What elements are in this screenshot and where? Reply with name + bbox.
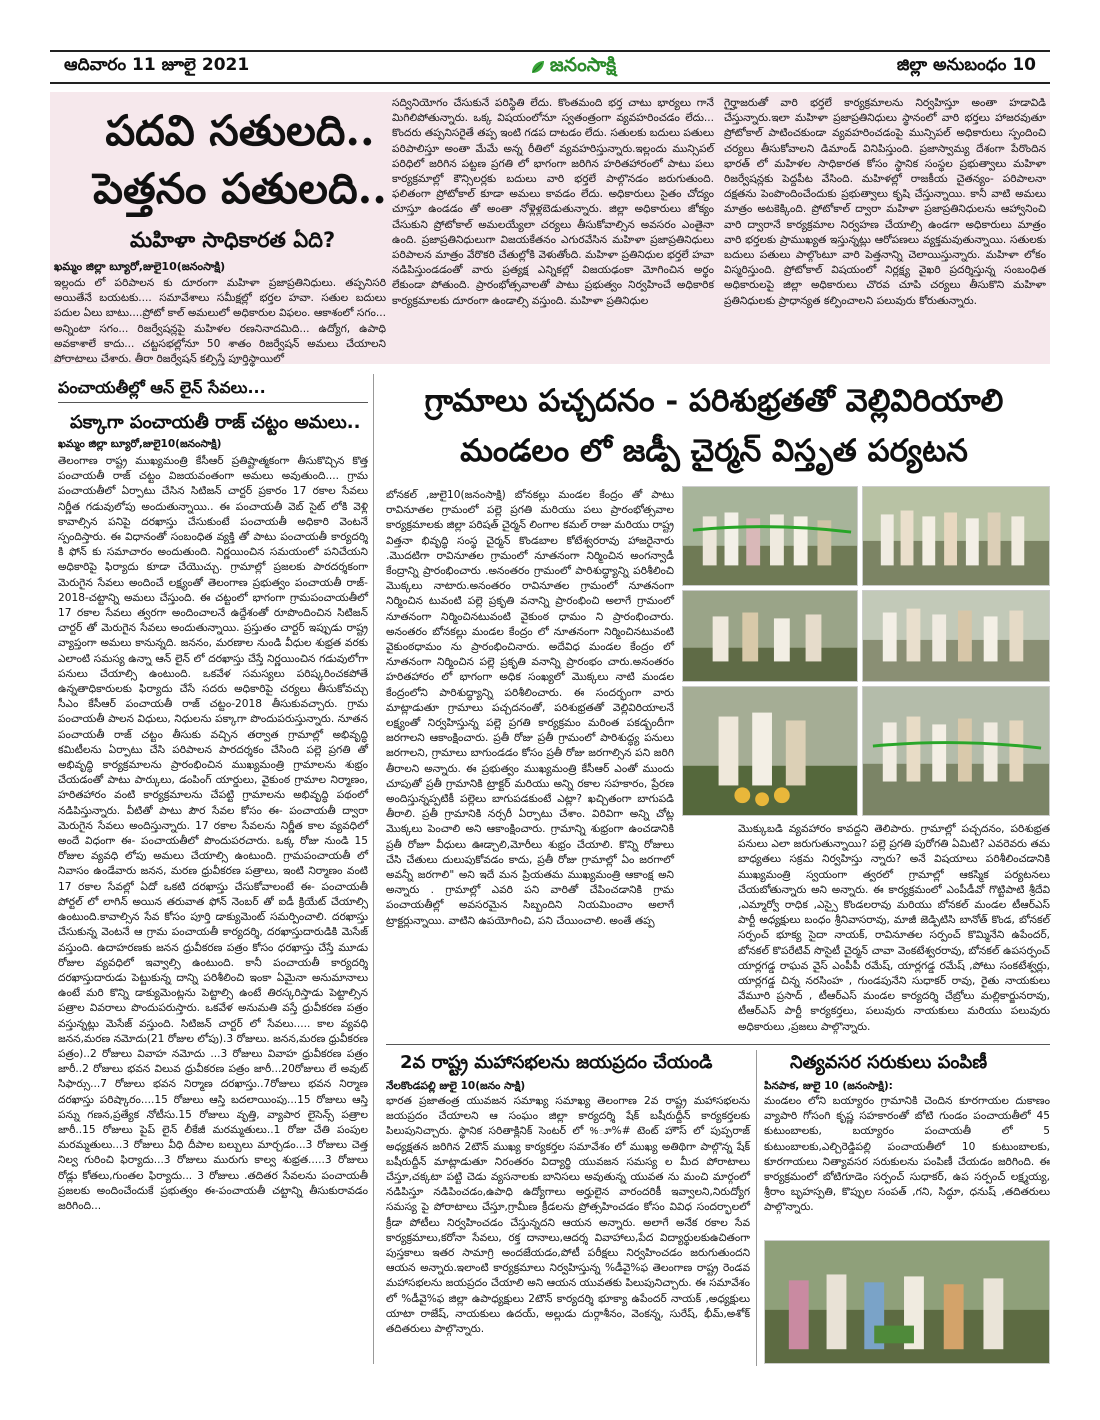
- top-story-headline: [90, 102, 390, 218]
- event-photo: [862, 590, 1050, 682]
- divider: [58, 402, 368, 403]
- main-story-column-left: బోనకల్ ,జులై10(జనంసాక్షి) బోనకల్లు మండల కేంద్రం తో పాటు రావినూతల గ్రామంలో పల్లె ప్రగతి మరియు పలు ప్రారంభోత్సవాల కార్యక్రమాలకు జిల్లా పరిషత్ చైర్మన్ లింగాల కమల్ రాజు మరియు రాష్ట్ర విత్తనా భివృద్ధి సంస్థ చైర్మన్ కొండబాల కోటేశ్వరరావు హాజరైనారు .మొదటిగా రావినూతల గ్రామంలో నూతనంగా నిర్మించిన అంగన్వాడీ కేంద్రాన్ని ప్రారంభించారు .అనంతరం గ్రామంలో పారిశుద్ధ్యాన్ని పరిశీలించి మొక్కలు నాటారు.అనంతరం రావినూతల గ్రామంలో నూతనంగా నిర్మించిన టువంటి పల్లె ప్రకృతి వనాన్ని ప్రారంభించి అలాగే గ్రామంలో నూతనంగా నిర్మించినటువంటి వైకుంఠ ధామం ని ప్రారంభించారు. అనంతరం బోనకల్లు మండల కేంద్రం లో నూతనంగా నిర్మించినటువంటి వైకుంఠధామం ను ప్రారంభించినారు. అదేవిధ మండల కేంద్రం లో నూతనంగా నిర్మించిన పల్లె ప్రకృతి వనాన్ని ప్రారంభం చారు.అనంతరం హరితహారం లో భాగంగా అధిక సంఖ్యలో మొక్కలు నాటి మండల కేంద్రంలోని పారిశుద్ధ్యాన్ని పరిశీలించారు. ఈ సందర్భంగా వారు మాట్లాడుతూ గ్రామాలు పచ్చదనంతో, పరిశుభ్రతతో వెల్లివిరియాలనే లక్ష్యంతో నిర్వహిస్తున్న పల్లె ప్రగతి కార్యక్రమం మరింత పకడ్బందీగా జరగాలని ఆకాంక్షించారు. ప్రతీ రోజు ప్రతీ గ్రామంలో పారిశుద్ధ్య పనులు జరగాలని, గ్రామాలు బాగుండడం కోసం ప్రతీ రోజు జరగాల్సిన పని జరిగి తీరాలని అన్నారు. ఈ ప్రభుత్వం ముఖ్యమంత్రి కేసీఆర్ ఎంతో ముందు చూపుతో ప్రతీ గ్రామానికి ట్రాక్టర్ మరియు అన్ని రకాల సహకారం, ప్రేరణ అందిస్తున్నప్పటికీ పల్లెలు బాగుపడకుంటే ఎట్లా? ఖచ్చితంగా బాగుపడి తీరాలి. ప్రతీ గ్రామానికి నర్సరీ ఏర్పాటు చేశాం. విరివిగా అన్ని చోట్ల మొక్కలు పెంచాలి అని ఆకాంక్షించారు. గ్రామాన్ని శుభ్రంగా ఉంచడానికి ప్రతీ రోజూ వీధులు ఊడ్చాలి,మోరీలు శుభ్రం చేయాలి. కొన్ని రోజులు చేసి చేతులు దులుపుకోవడం కాదు, ప్రతీ రోజు గ్రామాల్లో ఏం జరగాలో అవన్నీ జరగాలి" అని ఇదే మన ప్రియతమ ముఖ్యమంత్రి ఆకాంక్ష అని అన్నారు . గ్రామాల్లో ఎవరి పని వారితో చేపించడానికి గ్రామ పంచాయతీల్లో అవసరమైన సిబ్బందిని నియమించాం అలాగే ట్రాక్టర్లున్నాయి. వాటిని ఉపయోగించి, పని చేయించాలి. అంతే తప్ప: [386, 489, 674, 927]
- newspaper-logo: [530, 54, 616, 81]
- leaf-icon: [530, 59, 546, 75]
- divider: [386, 1044, 1050, 1045]
- top-story-column-1: ఇల్లందు లో పరిపాలన కు దూరంగా మహిళా ప్రజాప్రతినిధులు. తప్పనిసరి అయితేనే బయటకు.... సమావేశాలు సమీక్షల్లో భర్తల హవా. సతుల బదులు పదుల ఏలు బాటు....ప్రోటో కాల్ అమలులో అధికారుల విఫలం. ఆకాశంలో సగం... అన్నింటా సగం... రిజర్వేషన్లపై మహిళల రణనినాదమిది... ఉద్యోగ, ఉపాధి అవకాశాలే కాదు... చట్టసభల్లోనూ 50 శాతం రిజర్వేషన్ అమలు చేయాలని పోరాటాలు చేశారు. తీరా రిజర్వేషన్ కల్పిస్తే పూర్తిస్థాయిలో: [54, 277, 386, 366]
- main-story-column-left-cont: [386, 822, 730, 1040]
- mahasabha-byline: నేలకొండపల్లి జులై 10(జనం సాక్షి): [386, 1080, 526, 1092]
- column-divider: [373, 374, 374, 1364]
- headline-line: గ్రామాలు పచ్చదనం - పరిశుభ్రతతో వెల్లివిరియాలి: [424, 383, 1004, 419]
- distribution-photo: [764, 1240, 1050, 1364]
- top-story-column-3: గైర్హాజరుతో వారి భర్తలే కార్యక్రమాలను నిర్వహిస్తూ అంతా హడావిడి చేస్తున్నారు.ఇలా మహిళా ప్రజాప్రతినిధులు స్థానంలో వారి భర్తలు హాజరవుతూ ప్రోటోకాల్ పాటించకుండా వ్యవహరించడంపై మున్సిపల్ అధికారులు స్పందించి చర్యలు తీసుకోవాలని డిమాండ్ వినిపిస్తుంది. ప్రజాస్వామ్య దేశంగా పేరొందిన భారత్ లో మహిళల సాధికారత కోసం స్థానిక సంస్థల ప్రభుత్వాలు మహిళా రిజర్వేషన్లకు పెద్దపీట వేసింది. మహిళల్లో రాజకీయ చైతన్యం- పరిపాలనా దక్షతను పెంపొందించేందుకు ప్రభుత్వాలు కృషి చేస్తున్నాయి. కానీ వాటి అమలు మాత్రం అటకెక్కింది. ప్రోటోకాల్ ద్వారా మహిళా ప్రజాప్రతినిధులను ఆహ్వానించి వారి ద్వారానే కార్యక్రమాల నిర్వహణ చేయాల్సి ఉండగా అధికారులు మాత్రం వారి భర్తలకు ప్రాముఖ్యత ఇస్తున్నట్లు ఆరోపణలు వ్యక్తమవుతున్నాయి. సతులకు బదులు పతులు పాల్గొంటూ వారి పెత్తనాన్ని చెలాయిస్తున్నారు. మహిళా లోకం విస్మరిస్తుంది. ప్రోటోకాల్ విషయంలో నిర్లక్ష్య వైఖరి ప్రదర్శిస్తున్న సంబంధిత అధికారులపై జిల్లా అధికారులు చొరవ చూపి చర్యలు తీసుకొని మహిళా ప్రతినిధులకు ప్రాధాన్యత కల్పించాలని పలువురు కోరుతున్నారు.: [724, 97, 1046, 307]
- masthead: [50, 50, 1050, 84]
- event-photo: [682, 686, 858, 816]
- event-photo: [682, 486, 858, 586]
- groceries-body: మండలం లోని బయ్యారం గ్రామానికి చెందిన కూరగాయల దుకాణం వ్యాపారి గోసంగి కృష్ణ సహకారంతో బోటి గుండం పంచాయతీలో 45 కుటుంబాలకు, బయ్యారం పంచాయతీ లో 5 కుటుంబాలకు,ఎల్చిరెడ్డిపల్లి పంచాయతీలో 10 కుటుంబాలకు, కూరగాయలు నిత్యావసర సరుకులను పంపిణీ చేయడం జరిగింది. ఈ కార్యక్రమంలో బోటిగూడెం సర్పంచ్ సుధాకర్, ఉప సర్పంచ్ లక్ష్మయ్య, శ్రీరాం బృహస్పతి, కొప్పుల సంపత్ ,గని, సిద్ధూ, ధనుష్ ,తదితరులు పాల్గొన్నారు.: [764, 1095, 1050, 1214]
- mahasabha-body: భారత ప్రజాతంత్ర యువజన సమాఖ్య సమాఖ్య తెలంగాణ 2వ రాష్ట్ర మహాసభలను జయప్రదం చేయాలని ఆ సంఘం జిల్లా కార్యదర్శి షేక్ బషీరుద్దీన్ కార్యకర్తలకు పిలుపునిచ్చారు. స్థానిక సరితాక్లినిక్ సెంటర్ లో %ూ%# టెంట్ హౌస్ లో పుప్పరాజ్ అధ్యక్షతన జరిగిన 2టౌన్ ముఖ్య కార్యకర్తల సమావేశం లో ముఖ్య అతిథిగా పాల్గొన్న షేక్ బషీరుద్దీన్ మాట్లాడుతూ నిరంతరం విద్యార్థి యువజన సమస్య ల మీద పోరాటాలు చేస్తూ,చక్కటా పట్టి చెడు వ్యసనాలకు బానిసలు అవుతున్న యువత ను మంచి మార్గంలో నడిపిస్తూ నడిపించడం,ఉపాధి ఉద్యోగాలు అర్హులైన వారందరికీ ఇవ్వాలని,నిరుద్యోగ సమస్య పై పోరాటాలు చేస్తూ,గ్రామీణ క్రీడలను ప్రోత్సహించడం కోసం వివిధ సందర్భాలలో క్రీడా పోటీలు నిర్వహించడం చేస్తున్నదని ఆయన అన్నారు. అలాగే అనేక రకాల సేవ కార్యక్రమాలు,కరోనా సేవలు, రక్త దానాలు,ఆదర్శ వివాహాలు,పేద విద్యార్థులకుఉచితంగా పుస్తకాలు ఇతర సామాగ్రి అందజేయడం,పోటీ పరీక్షలు నిర్వహించడం జరుగుతుందని ఆయన అన్నారు.ఇలాంటి కార్యక్రమాలు నిర్వహిస్తున్న %డీవై%ఫ తెలంగాణ రాష్ట్ర రెండవ మహాసభలను జయప్రదం చేయాలి అని ఆయన యువతకు పిలుపునిచ్చారు. ఈ సమావేశం లో %డీవై%ఫ జిల్లా ఉపాధ్యక్షులు 2టౌన్ కార్యదర్శి భూక్యా ఉపేందర్ నాయక్ ,అధ్యక్షులు యాటా రాజేష్, నాయకులు ఉదయ్, అల్లుడు దుర్గాశీనం, వెంకన్న, సురేష్, భీమ్,అశోక్ తదితరులు పాల్గొన్నారు.: [386, 1095, 750, 1336]
- groceries-headline: నిత్యవసర సరుకులు పంపిణీ: [790, 1052, 988, 1073]
- groceries-byline: పినపాక, జులై 10 (జనంసాక్షి):: [764, 1080, 893, 1092]
- issue-date: ఆదివారం 11 జూలై 2021: [64, 55, 250, 75]
- page-label: జిల్లా అనుబంధం 10: [896, 55, 1036, 75]
- column-divider: [756, 1050, 757, 1366]
- event-photo: [862, 686, 1050, 816]
- top-story-subheadline: మహిళా సాధికారత ఏది?: [130, 228, 336, 252]
- top-story-byline: ఖమ్మం జిల్లా బ్యూరో,జులై10(జనంసాక్షి): [54, 260, 226, 273]
- logo-text: జనంసాక్షి: [549, 53, 617, 76]
- headline-line: పదవి సతులది..: [105, 106, 375, 155]
- left-story-kicker: పంచాయతీల్లో ఆన్ లైన్ సేవలు...: [58, 378, 266, 397]
- left-story-headline: పక్కాగా పంచాయతీ రాజ్ చట్టం అమలు..: [70, 412, 361, 433]
- mahasabha-headline: 2వ రాష్ట్ర మహాసభలను జయప్రదం చేయండి: [400, 1052, 713, 1073]
- event-photo: [682, 590, 858, 682]
- headline-line: మండలం లో జడ్పీ చైర్మన్ విస్తృత పర్యటన: [460, 433, 968, 469]
- main-story-column-right: మొక్కుబడి వ్యవహారం కావద్దని తెలిపారు. గ్రామాల్లో పచ్చదనం, పరిశుభ్రత పనులు ఎలా జరుగుతున్నాయి? పల్లె ప్రగతి పురోగతి ఏమిటి? ఎవరెవరు తమ బాధ్యతలు సక్రమ నిర్వహిస్తు న్నారు? అనే విషయాలు పరిశీలించడానికి ముఖ్యమంత్రి స్వయంగా త్వరలో గ్రామాల్లో ఆకస్మిక పర్యటనలు చేయబోతున్నారు అని అన్నారు. ఈ కార్యక్రమంలో ఎంపీడీవో గొట్టిపాటి శ్రీదేవి ,ఎమ్మార్వో రాధిక ,ఎస్సై కొండలరావు మరియు బోనకల్ మండల టీఆర్ఎస్ పార్టీ అధ్యక్షులు బంధం శ్రీనివాసరావు, మాజీ జెడ్పిటిసి బానోత్ కొండ, బోనకల్ సర్పంచ్ భూక్య సైదా నాయక్, రావినూతల సర్పంచ్ కొమ్మినేని ఉపేందర్, బోనకల్ కొపరేటివ్ సొసైటీ చైర్మన్ చావా వెంకటేశ్వరరావు, బోనకల్ ఉపసర్పంచ్ యార్లగడ్డ రాఘవ వైస్ ఎంపీపీ రమేష్, యార్లగడ్డ రమేష్ ,పోటు సంకటేశ్వర్లు, యార్లగడ్డ చిన్న నరసింహ , గుండపునేని సుధాకర్ రావు, రైతు నాయకులు వేమూరి ప్రసాద్ , టీఆర్ఎస్ మండల కార్యదర్శి చేబ్రోలు మల్లికార్జునరావు, టీఆర్ఎస్ పార్టీ కార్యకర్తలు, పలువురు నాయకులు మరియు పలువురు అధికారులు ,ప్రజలు పాల్గొన్నారు.: [738, 823, 1050, 1033]
- left-story-body: తెలంగాణ రాష్ట్ర ముఖ్యమంత్రి కేసీఆర్ ప్రతిష్టాత్మకంగా తీసుకొచ్చిన కొత్త పంచాయతీ రాజ్ చట్టం విజయవంతంగా అమలు అవుతుంది.... గ్రామ పంచాయతీలో ఏర్పాటు చేసిన సిటిజన్ చార్టర్ ప్రకారం 17 రకాల సేవలు నిర్ణీత గడువులోపు అందుతున్నాయి.. ఈ పంచాయతీ వెబ్ సైట్ లోకి వెళ్లి కావాల్సిన పనిపై దరఖాస్తు చేసుకుంటే పంచాయతీ అధికారి వెంటనే స్పందిస్తారు. ఈ విధానంతో సంబంధిత వ్యక్తి తో పాటు పంచాయతీ కార్యదర్శి కి ఫోన్ కు సమాచారం అందుతుంది. నిర్ణయించిన సమయంలో పనిచేయని అధికారిపై ఫిర్యాదు కూడా చేయొచ్చు. గ్రామాల్లో ప్రజలకు పారదర్శకంగా మెరుగైన సేవలు అందించే లక్ష్యంతో తెలంగాణ ప్రభుత్వం పంచాయతీ రాజ్- 2018-చట్టాన్ని అమలు చేస్తుంది. ఈ చట్టంలో భాగంగా గ్రామపంచాయతీలో 17 రకాల సేవలు త్వరగా అందించాలనే ఉద్దేశంతో రూపొందించిన సిటిజన్ చార్టర్ తో మెరుగైన సేవలు అందుతున్నాయి. ప్రస్తుతం చార్టర్ ఇప్పుడు రాష్ట్ర వ్యాప్తంగా అమలు కానున్నది. జననం, మరణాల నుండి వీధుల శుభ్రత వరకు ఎలాంటి సమస్య ఉన్నా ఆన్ లైన్ లో దరఖాస్తు చేస్తే నిర్ణయించిన గడువులోగా పనులు చేయాల్సి ఉంటుంది. ఒకవేళ సమస్యలు పరిష్కరించకపోతే ఉన్నతాధికారులకు ఫిర్యాదు చేసే సదరు అధికారిపై చర్యలు తీసుకోవచ్చు సీఎం కేసీఆర్ పంచాయతీ రాజ్ చట్టం-2018 తీసుకువచ్చారు. గ్రామ పంచాయతీ పాలన విధులు, నిధులను పక్కాగా పొందుపరుస్తున్నారు. నూతన పంచాయతీ రాజ్ చట్టం తీసుకు వచ్చిన తర్వాత గ్రామాల్లో అభివృద్ధి కమిటీలను ఏర్పాటు చేసి పరిపాలన పారదర్శకం చేసింది పల్లె ప్రగతి తో అభివృద్ధి కార్యక్రమాలను ప్రారంభించిన ముఖ్యమంత్రి గ్రామాలను శుభ్రం చేయడంతో పాటు పార్కులు, డంపింగ్ యార్డులు, వైకుంఠ గ్రామాల నిర్మాణం, హరితహారం వంటి కార్యక్రమాలను చేపట్టి గ్రామాలను అభివృద్ధి పథంలో నడిపిస్తున్నారు. వీటితో పాటు పౌర సేవల కోసం ఈ- పంచాయతీ ద్వారా మెరుగైన సేవలు అందిస్తున్నారు. 17 రకాల సేవలను నిర్ణీత కాల వ్యవధిలో అందే విధంగా ఈ- పంచాయతీలో పొందుపరచారు. ఒక్క రోజు నుండి 15 రోజుల వ్యవధి లోపు అమలు చేయాల్సి ఉంటుంది. గ్రామపంచాయతీ లో నివాసం ఉండేవారు జనన, మరణ ధ్రువీకరణ పత్రాలు, ఇంటి నిర్మాణం వంటి 17 రకాల సేవల్లో ఏదో ఒకటి దరఖాస్తు చేసుకోవాలంటే ఈ- పంచాయతీ పోర్టల్ లో లాగిన్ అయిన తరువాత ఫోన్ నెంబర్ తో ఐడీ క్రియేట్ చేయాల్సి ఉంటుంది.కావాల్సిన సేవ కోసం పూర్తి డాక్యుమెంట్ సమర్పించాలి. దరఖాస్తు చేసుకున్న వెంటనే ఆ గ్రామ పంచాయతీ కార్యదర్శి, దరఖాస్తుదారుడికి మెసేజ్ వస్తుంది. ఉదాహరణకు జనన ధ్రువీకరణ పత్రం కోసం ధరఖాస్తు చేస్తే మూడు రోజుల వ్యవధిలో ఇవ్వాల్సి ఉంటుంది. కానీ పంచాయతీ కార్యదర్శి దరఖాస్తుదారుడు పెట్టుకున్న దాన్ని పరిశీలించి ఇంకా ఏమైనా అనుమానాలు ఉంటే మరి కొన్ని డాక్యుమెంట్లను పెట్టాల్సి ఉంటే తిరస్కరిస్తాడు పెట్టాల్సిన పత్రాల వివరాలు పొందుపరుస్తారు. ఒకవేళ అనుమతి వస్తే ధ్రువీకరణ పత్రం వస్తున్నట్లు మెసేజ్ వస్తుంది. సిటిజన్ చార్టర్ లో సేవలు..... కాల వ్యవధి జనన,మరణ నమోదు(21 రోజుల లోపు).3 రోజులు. జనన,మరణ ధ్రువీకరణ పత్రం)..2 రోజులు వివాహ నమోదు ...3 రోజులు వివాహ ధ్రువీకరణ పత్రం జారీ..2 రోజులు భవన విలువ ధ్రువీకరణ పత్రం జారీ...20రోజులు లే అవుట్ సిఫార్సు...7 రోజులు భవన నిర్మాణ దరఖాస్తు..7రోజులు భవన నిర్మాణ దరఖాస్తు పరిష్కారం....15 రోజులు ఆస్తి బదలాయింపు...15 రోజులు ఆస్తి పన్ను గణన,ప్రత్యేక నోటీసు.15 రోజులు వృత్తి, వ్యాపార లైసెన్స్ పత్రాల జారీ..15 రోజులు పైప్ లైన్ లీకేజీ మరమ్మతులు..1 రోజు చేతి పంపుల మరమ్మతులు...3 రోజులు వీధి దీపాల బల్బులు మార్చడం...3 రోజులు చెత్త నిల్వ గురించి ఫిర్యాదు...3 రోజులు మురుగు కాల్వ శుభ్రత.....3 రోజులు రోడ్లు కోతలు,గుంతల ఫిర్యాదు... 3 రోజులు .తదితర సేవలను పంచాయతీ ప్రజలకు అందించేందుకే ప్రభుత్వం ఈ-పంచాయతీ చట్టాన్ని తీసుకురావడం జరిగింది...: [58, 455, 369, 1212]
- top-story-column-2: సద్వినియోగం చేసుకునే పరిస్థితి లేదు. కొంతమంది భర్త చాటు భార్యలు గానే మిగిలిపోతున్నారు. ఒక్క విషయంలోనూ స్వతంత్రంగా వ్యవహరించడం లేదు... కొందరు తప్పనిసరైతే తప్ప ఇంటి గడప దాటడం లేదు. సతులకు బదులు పతులు పరిపాలిస్తూ అంతా మేమే అన్న రీతిలో వ్యవహరిస్తున్నారు.ఇల్లందు మున్సిపల్ పరిధిలో జరిగిన పట్టణ ప్రగతి లో భాగంగా జరిగిన హరితహారంలో పాటు పలు కార్యక్రమాల్లో కౌన్సిలర్లకు బదులు వారి భర్తలే పాల్గొనడం జరుగుతుంది. ఫలితంగా ప్రోటోకాల్ కూడా అమలు కావడం లేదు. అధికారులు సైతం చోద్యం చూస్తూ ఉండడం తో అంతా నోళ్లెళ్లబెడుతున్నారు. జిల్లా అధికారులు జోక్యం చేసుకుని ప్రోటోకాల్ అమలయ్యేలా చర్యలు తీసుకోవాల్సిన అవసరం ఎంతైనా ఉంది. ప్రజాప్రతినిధులుగా విజయకేతనం ఎగురవేసిన మహిళా ప్రజాప్రతినిధులు పరిపాలన మాత్రం వేరొకరి చేతుల్లోకి వెళుతోంది. మహిళా ప్రతినిధుల భర్తలే హవా నడిపిస్తుండడంతో వారు ప్రత్యక్ష ఎన్నికల్లో విజయఢంకా మోగించిన అర్థం లేకుండా పోతుంది. ప్రారంభోత్సవాలతో పాటు ప్రభుత్వం నిర్వహించే అధికారిక కార్యక్రమాలకు దూరంగా ఉండాల్సి వస్తుంది. మహిళా ప్రతినిధుల: [392, 97, 714, 307]
- top-story: [50, 92, 1050, 364]
- left-story-byline: ఖమ్మం జిల్లా బ్యూరో,జులై10(జనంసాక్షి): [58, 438, 222, 450]
- headline-line: పెత్తనం పతులది..: [93, 164, 387, 213]
- event-photo: [862, 486, 1050, 586]
- main-story-headline: [378, 376, 1050, 476]
